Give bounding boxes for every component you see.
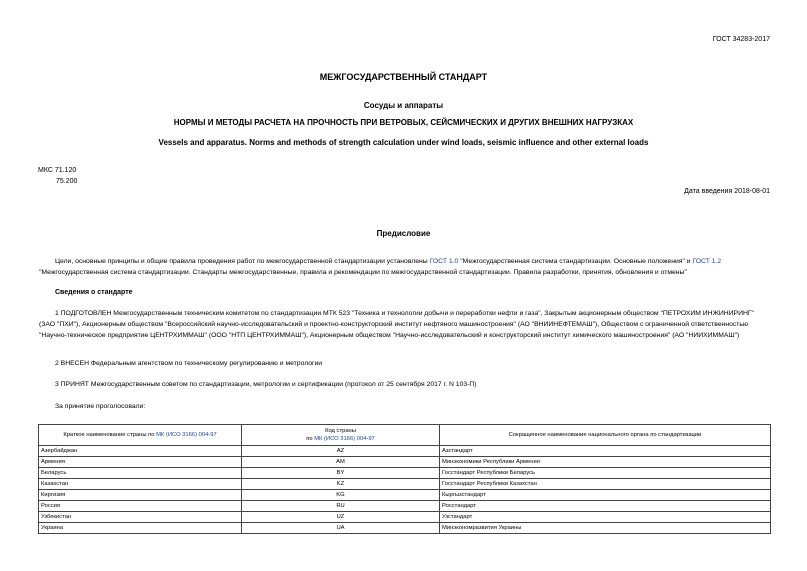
item-3-paragraph: 3 ПРИНЯТ Межгосударственным советом по стандартизации, метрологии и сертификации (протокол от 25 сентября 2017 г. N 103-П) [55,381,477,388]
body-cell: Госстандарт Республики Казахстан [440,479,771,490]
code-cell: RU [242,501,440,512]
code-cell: UA [242,523,440,534]
table-row [39,446,771,457]
country-cell: Беларусь [39,468,242,479]
header-country-text: Краткое наименование страны по [63,432,157,438]
document-title: Сосуды и аппараты [363,101,444,110]
mks-code-1: МКС 71.120 [38,167,77,174]
item-1-text: 1 ПОДГОТОВЛЕН Межгосударственным техническим комитетом по стандартизации МТК 523 "Техника и технологии добычи и переработки нефти и газа", Закрытым акционерным обществом "ПЕТРОХИМ ИНЖИНИРИНГ" (ЗАО "ПХИ"), Акционерным обществом "Всероссийский научно-исследовательский и проектно-конструкторский институт нефтяного машиностроения" (АО "ВНИИНЕФТЕМАШ"), Обществом с ограниченной ответственностью "Научно-техническое предприятие ЦЕНТРХИММАШ" (ООО "НТП ЦЕНТРХИММАШ"), Акционерным обществом "Научно-исследовательский и конструкторский институт химического машиностроения" (АО "НИИХИММАШ") [39,310,754,339]
preface-text-2: "Межгосударственная система стандартизации. Основные положения" и [458,258,693,265]
document-code: ГОСТ 34283-2017 [712,36,770,43]
table-row [39,523,771,534]
body-cell: Узстандарт [440,512,771,523]
table-header-row [39,425,771,446]
document-subtitle: НОРМЫ И МЕТОДЫ РАСЧЕТА НА ПРОЧНОСТЬ ПРИ ВЕТРОВЫХ, СЕЙСМИЧЕСКИХ И ДРУГИХ ВНЕШНИХ НАГРУЗКАХ [173,118,634,127]
body-cell: Азстандарт [440,446,771,457]
table-row [39,501,771,512]
header-country [39,425,242,446]
country-cell: Киргизия [39,490,242,501]
english-title: Vessels and apparatus. Norms and methods of strength calculation under wind loads, seismic influence and other external loads [158,138,649,147]
standard-type-heading: МЕЖГОСУДАРСТВЕННЫЙ СТАНДАРТ [319,72,488,82]
mk-iso-link-2[interactable]: МК (ИСО 3166) 004-97 [314,436,375,442]
gost-1-2-link[interactable]: ГОСТ 1.2 [692,258,722,265]
table-row [39,457,771,468]
header-code-text: Код страны [325,428,356,434]
table-row [39,479,771,490]
table-row [39,468,771,479]
code-cell: AZ [242,446,440,457]
body-cell: Минэкономики Республики Армения [440,457,771,468]
preface-paragraph [39,256,769,278]
country-cell: Узбекистан [39,512,242,523]
preface-heading: Предисловие [376,229,431,238]
country-cell: Казахстан [39,479,242,490]
country-cell: Россия [39,501,242,512]
body-cell: Кыргызстандарт [440,490,771,501]
body-cell: Росстандарт [440,501,771,512]
table-row [39,512,771,523]
body-cell: Минэкономразвития Украины [440,523,771,534]
about-standard-heading: Сведения о стандарте [55,289,133,296]
code-cell: BY [242,468,440,479]
gost-1-0-link[interactable]: ГОСТ 1.0 [429,258,459,265]
voted-label: За принятие проголосовали: [55,403,146,410]
item-2-paragraph: 2 ВНЕСЕН Федеральным агентством по техническому регулированию и метрологии [55,360,323,367]
header-code-text-2: по [306,436,315,442]
country-cell: Азербайджан [39,446,242,457]
item-1-paragraph [39,308,769,352]
code-cell: UZ [242,512,440,523]
mks-code-2: 75.200 [56,178,78,185]
code-cell: KZ [242,479,440,490]
code-cell: KG [242,490,440,501]
code-cell: AM [242,457,440,468]
voting-table [38,424,771,534]
mk-iso-link-1[interactable]: МК (ИСО 3166) 004-97 [156,432,217,438]
header-body: Сокращенное наименование национального органа по стандартизации [440,425,771,446]
preface-text-3: "Межгосударственная система стандартизации. Стандарты межгосударственные, правила и рекомендации по межгосударственной стандартизации. Правила разработки, принятия, обновления и отмены" [39,269,687,276]
preface-text-1: Цели, основные принципы и общие правила проведения работ по межгосударственной стандартизации установлены [55,258,430,265]
country-cell: Украина [39,523,242,534]
body-cell: Госстандарт Республики Беларусь [440,468,771,479]
table-row [39,490,771,501]
introduction-date: Дата введения 2018-08-01 [684,188,770,195]
header-code [242,425,440,446]
country-cell: Армения [39,457,242,468]
